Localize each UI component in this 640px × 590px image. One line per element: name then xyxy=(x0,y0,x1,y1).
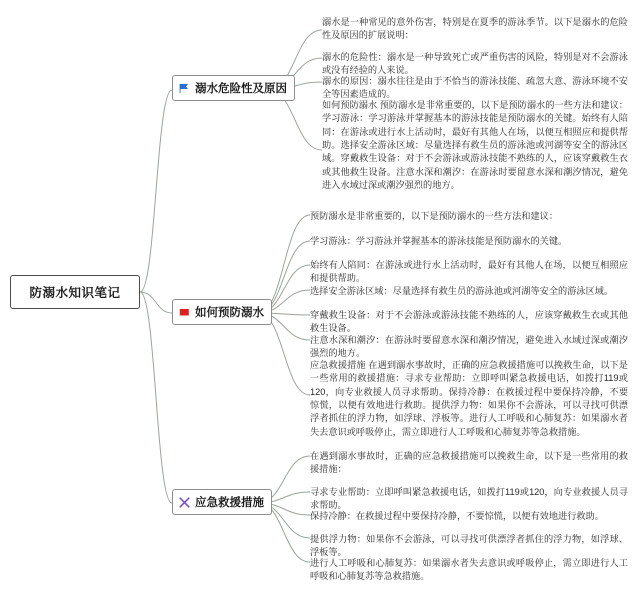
leaf-paragraph: 注意水深和潮汐：在游泳时要留意水深和潮汐情况，避免进入水域过深或潮汐强烈的地方。 xyxy=(310,335,628,359)
branch-node-drowning-risk[interactable] xyxy=(172,75,295,101)
blue-flag-icon xyxy=(179,83,190,94)
purple-cross-icon xyxy=(179,497,190,508)
leaf-paragraph: 学习游泳：学习游泳并掌握基本的游泳技能是预防溺水的关键。 xyxy=(310,236,568,246)
leaf-paragraph: 预防溺水是非常重要的，以下是预防溺水的一些方法和建议： xyxy=(310,211,559,221)
leaf-text[interactable] xyxy=(310,486,628,513)
leaf-text[interactable] xyxy=(310,334,628,361)
branch-label: 如何预防溺水 xyxy=(195,307,264,319)
leaf-paragraph: 保持冷静：在救援过程中要保持冷静，不要惊慌，以便有效地进行救助。 xyxy=(310,511,604,521)
leaf-text[interactable] xyxy=(310,309,628,336)
leaf-text[interactable] xyxy=(310,285,628,298)
branch-node-emergency-rescue[interactable] xyxy=(172,489,272,515)
leaf-text[interactable] xyxy=(310,557,628,584)
leaf-text[interactable] xyxy=(310,510,628,523)
leaf-paragraph: 溺水的危险性：溺水是一种导致死亡或严重伤害的风险，特别是对不会游泳或没有经验的人来说。 xyxy=(322,52,628,76)
leaf-paragraph: 始终有人陪同：在游泳或进行水上活动时，最好有其他人在场，以便互相照应和提供帮助。 xyxy=(310,260,628,284)
leaf-paragraph: 溺水的原因：溺水往往是由于不恰当的游泳技能、疏忽大意、游泳环境不安全等因素造成的。 xyxy=(322,76,628,100)
branch-label: 溺水危险性及原因 xyxy=(195,83,287,95)
leaf-paragraph: 如何预防溺水 预防溺水是非常重要的，以下是预防溺水的一些方法和建议：学习游泳：学习游泳并掌握基本的游泳技能是预防溺水的关键。始终有人陪同：在游泳或进行水上活动时，最好有其他人在场，以便互相照应和提供帮助。选择安全游泳区域：尽量选择有救生员的游泳池或河湖等安全的游泳区域。穿戴救生设备：对于不会游泳或游泳技能不熟练的人，应该穿戴救生衣或其他救生设备。注意水深和潮汐：在游泳时要留意水深和潮汐情况，避免进入水域过深或潮汐强烈的地方。 xyxy=(322,100,628,191)
leaf-text[interactable] xyxy=(310,210,628,223)
leaf-text[interactable] xyxy=(310,533,628,560)
leaf-text[interactable] xyxy=(310,259,628,286)
leaf-paragraph: 在遇到溺水事故时，正确的应急救援措施可以挽救生命，以下是一些常用的救援措施： xyxy=(310,451,628,475)
root-label: 防溺水知识笔记 xyxy=(29,286,121,300)
leaf-paragraph: 寻求专业帮助：立即呼叫紧急救援电话，如拨打119或120，向专业救援人员寻求帮助。 xyxy=(310,487,628,511)
leaf-text[interactable] xyxy=(322,51,628,78)
leaf-paragraph: 穿戴救生设备：对于不会游泳或游泳技能不熟练的人，应该穿戴救生衣或其他救生设备。 xyxy=(310,310,628,334)
leaf-paragraph: 提供浮力物：如果你不会游泳，可以寻找可供漂浮者抓住的浮力物，如浮球、浮板等。 xyxy=(310,534,628,558)
leaf-text[interactable] xyxy=(322,16,628,43)
leaf-text[interactable] xyxy=(310,450,628,477)
leaf-text[interactable] xyxy=(310,359,628,439)
leaf-paragraph: 溺水是一种常见的意外伤害，特别是在夏季的游泳季节。以下是溺水的危险性及原因的扩展说明： xyxy=(322,17,628,41)
root-node[interactable] xyxy=(10,275,140,309)
leaf-paragraph: 进行人工呼吸和心肺复苏：如果溺水者失去意识或呼吸停止，需立即进行人工呼吸和心肺复苏等急救措施。 xyxy=(310,558,628,582)
leaf-paragraph: 应急救援措施 在遇到溺水事故时，正确的应急救援措施可以挽救生命，以下是一些常用的救援措施：寻求专业帮助：立即呼叫紧急救援电话，如拨打119或120，向专业救援人员寻求帮助。保持冷静：在救援过程中要保持冷静，不要惊慌，以便有效地进行救助。提供浮力物：如果你不会游泳，可以寻找可供漂浮者抓住的浮力物，如浮球、浮板等。进行人工呼吸和心肺复苏：如果溺水者失去意识或呼吸停止，需立即进行人工呼吸和心肺复苏等急救措施。 xyxy=(310,360,628,437)
leaf-paragraph: 选择安全游泳区域：尽量选择有救生员的游泳池或河湖等安全的游泳区域。 xyxy=(310,286,614,296)
leaf-text[interactable] xyxy=(310,235,628,248)
branch-node-prevention[interactable] xyxy=(172,299,272,325)
red-stop-icon xyxy=(179,307,190,318)
branch-label: 应急救援措施 xyxy=(195,497,264,509)
leaf-text[interactable] xyxy=(322,75,628,102)
leaf-text[interactable] xyxy=(322,99,628,192)
